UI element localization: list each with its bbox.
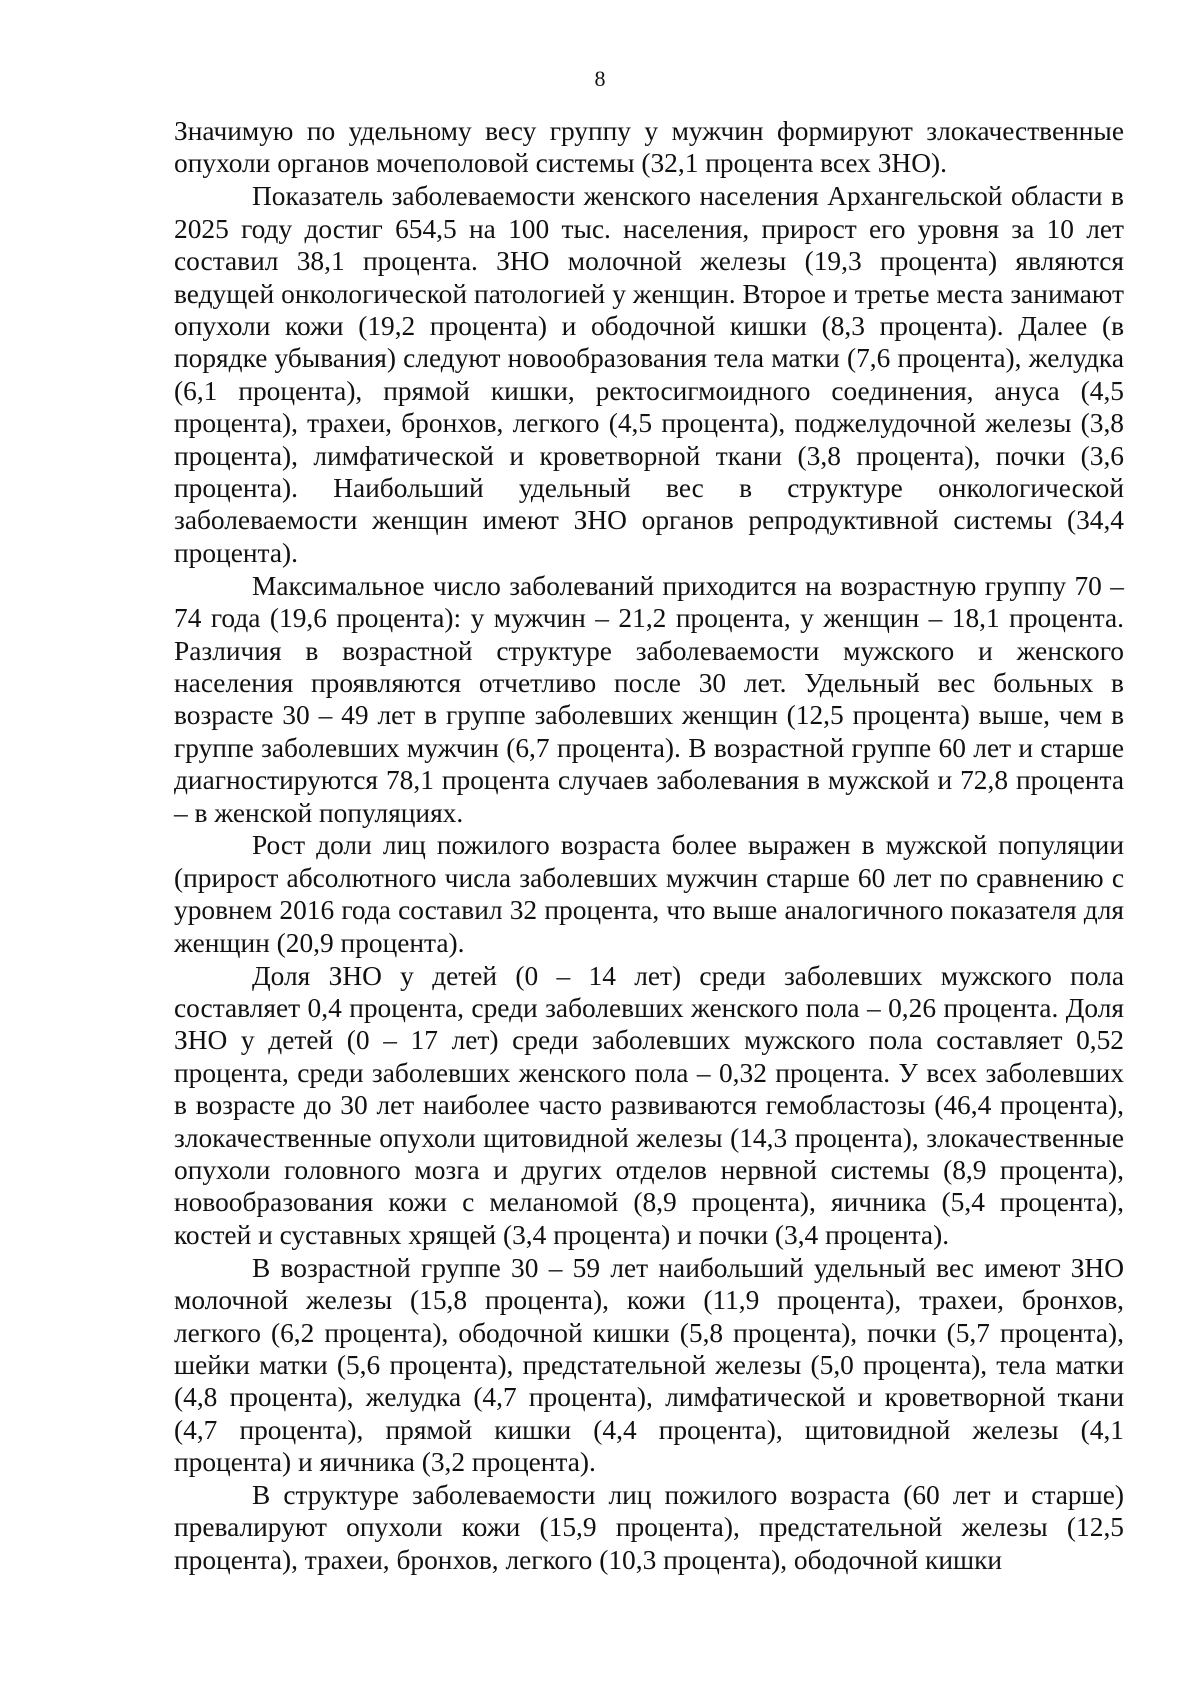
paragraph-age-30-59: В возрастной группе 30 – 59 лет наибольший удельный вес имеют ЗНО молочной железы (15,8 процента), кожи (11,9 процента), трахеи, бронхов, легкого (6,2 процента), ободочной кишки (5,8 процента), почки (5,7 процента), шейки матки (5,6 процента), предстательной железы (5,0 процента), тела матки (4,8 процента), желудка (4,7 процента), лимфатической и кроветворной ткани (4,7 процента), прямой кишки (4,4 процента), щитовидной железы (4,1 процента) и яичника (3,2 процента).: [174, 1252, 1124, 1478]
page-number: 8: [594, 66, 606, 91]
paragraph-female-incidence: Показатель заболеваемости женского населения Архангельской области в 2025 году достиг 654,5 на 100 тыс. населения, прирост его уровня за 10 лет составил 38,1 процента. ЗНО молочной железы (19,3 процента) являются ведущей онкологической патологией у женщин. Второе и третье места занимают опухоли кожи (19,2 процента) и ободочной кишки (8,3 процента). Далее (в порядке убывания) следуют новообразования тела матки (7,6 процента), желудка (6,1 процента), прямой кишки, ректосигмоидного соединения, ануса (4,5 процента), трахеи, бронхов, легкого (4,5 процента), поджелудочной железы (3,8 процента), лимфатической и кроветворной ткани (3,8 процента), почки (3,6 процента). Наибольший удельный вес в структуре онкологической заболеваемости женщин имеют ЗНО органов репродуктивной системы (34,4 процента).: [174, 181, 1124, 568]
paragraph-children-young: Доля ЗНО у детей (0 – 14 лет) среди заболевших мужского пола составляет 0,4 процента, среди заболевших женского пола – 0,26 процента. Доля ЗНО у детей (0 – 17 лет) среди заболевших мужского пола составляет 0,52 процента, среди заболевших женского пола – 0,32 процента. У всех заболевших в возрасте до 30 лет наиболее часто развиваются гемобластозы (46,4 процента), злокачественные опухоли щитовидной железы (14,3 процента), злокачественные опухоли головного мозга и других отделов нервной системы (8,9 процента), новообразования кожи с меланомой (8,9 процента), яичника (5,4 процента), костей и суставных хрящей (3,4 процента) и почки (3,4 процента).: [174, 960, 1124, 1250]
paragraph-age-structure: Максимальное число заболеваний приходится на возрастную группу 70 – 74 года (19,6 процента): у мужчин – 21,2 процента, у женщин – 18,1 процента. Различия в возрастной структуре заболеваемости мужского и женского населения проявляются отчетливо после 30 лет. Удельный вес больных в возрасте 30 – 49 лет в группе заболевших женщин (12,5 процента) выше, чем в группе заболевших мужчин (6,7 процента). В возрастной группе 60 лет и старше диагностируются 78,1 процента случаев заболевания в мужской и 72,8 процента – в женской популяциях.: [174, 570, 1124, 828]
paragraph-male-genitourinary: Значимую по удельному весу группу у мужчин формируют злокачественные опухоли органов мочеполовой системы (32,1 процента всех ЗНО).: [174, 116, 1124, 179]
paragraph-elderly-growth: Рост доли лиц пожилого возраста более выражен в мужской популяции (прирост абсолютного числа заболевших мужчин старше 60 лет по сравнению с уровнем 2016 года составил 32 процента, что выше аналогичного показателя для женщин (20,9 процента).: [174, 830, 1124, 958]
document-body: [174, 115, 1124, 1577]
paragraph-elderly-structure: В структуре заболеваемости лиц пожилого возраста (60 лет и старше) превалируют опухоли кожи (15,9 процента), предстательной железы (12,5 процента), трахеи, бронхов, легкого (10,3 процента), ободочной кишки: [174, 1480, 1124, 1575]
